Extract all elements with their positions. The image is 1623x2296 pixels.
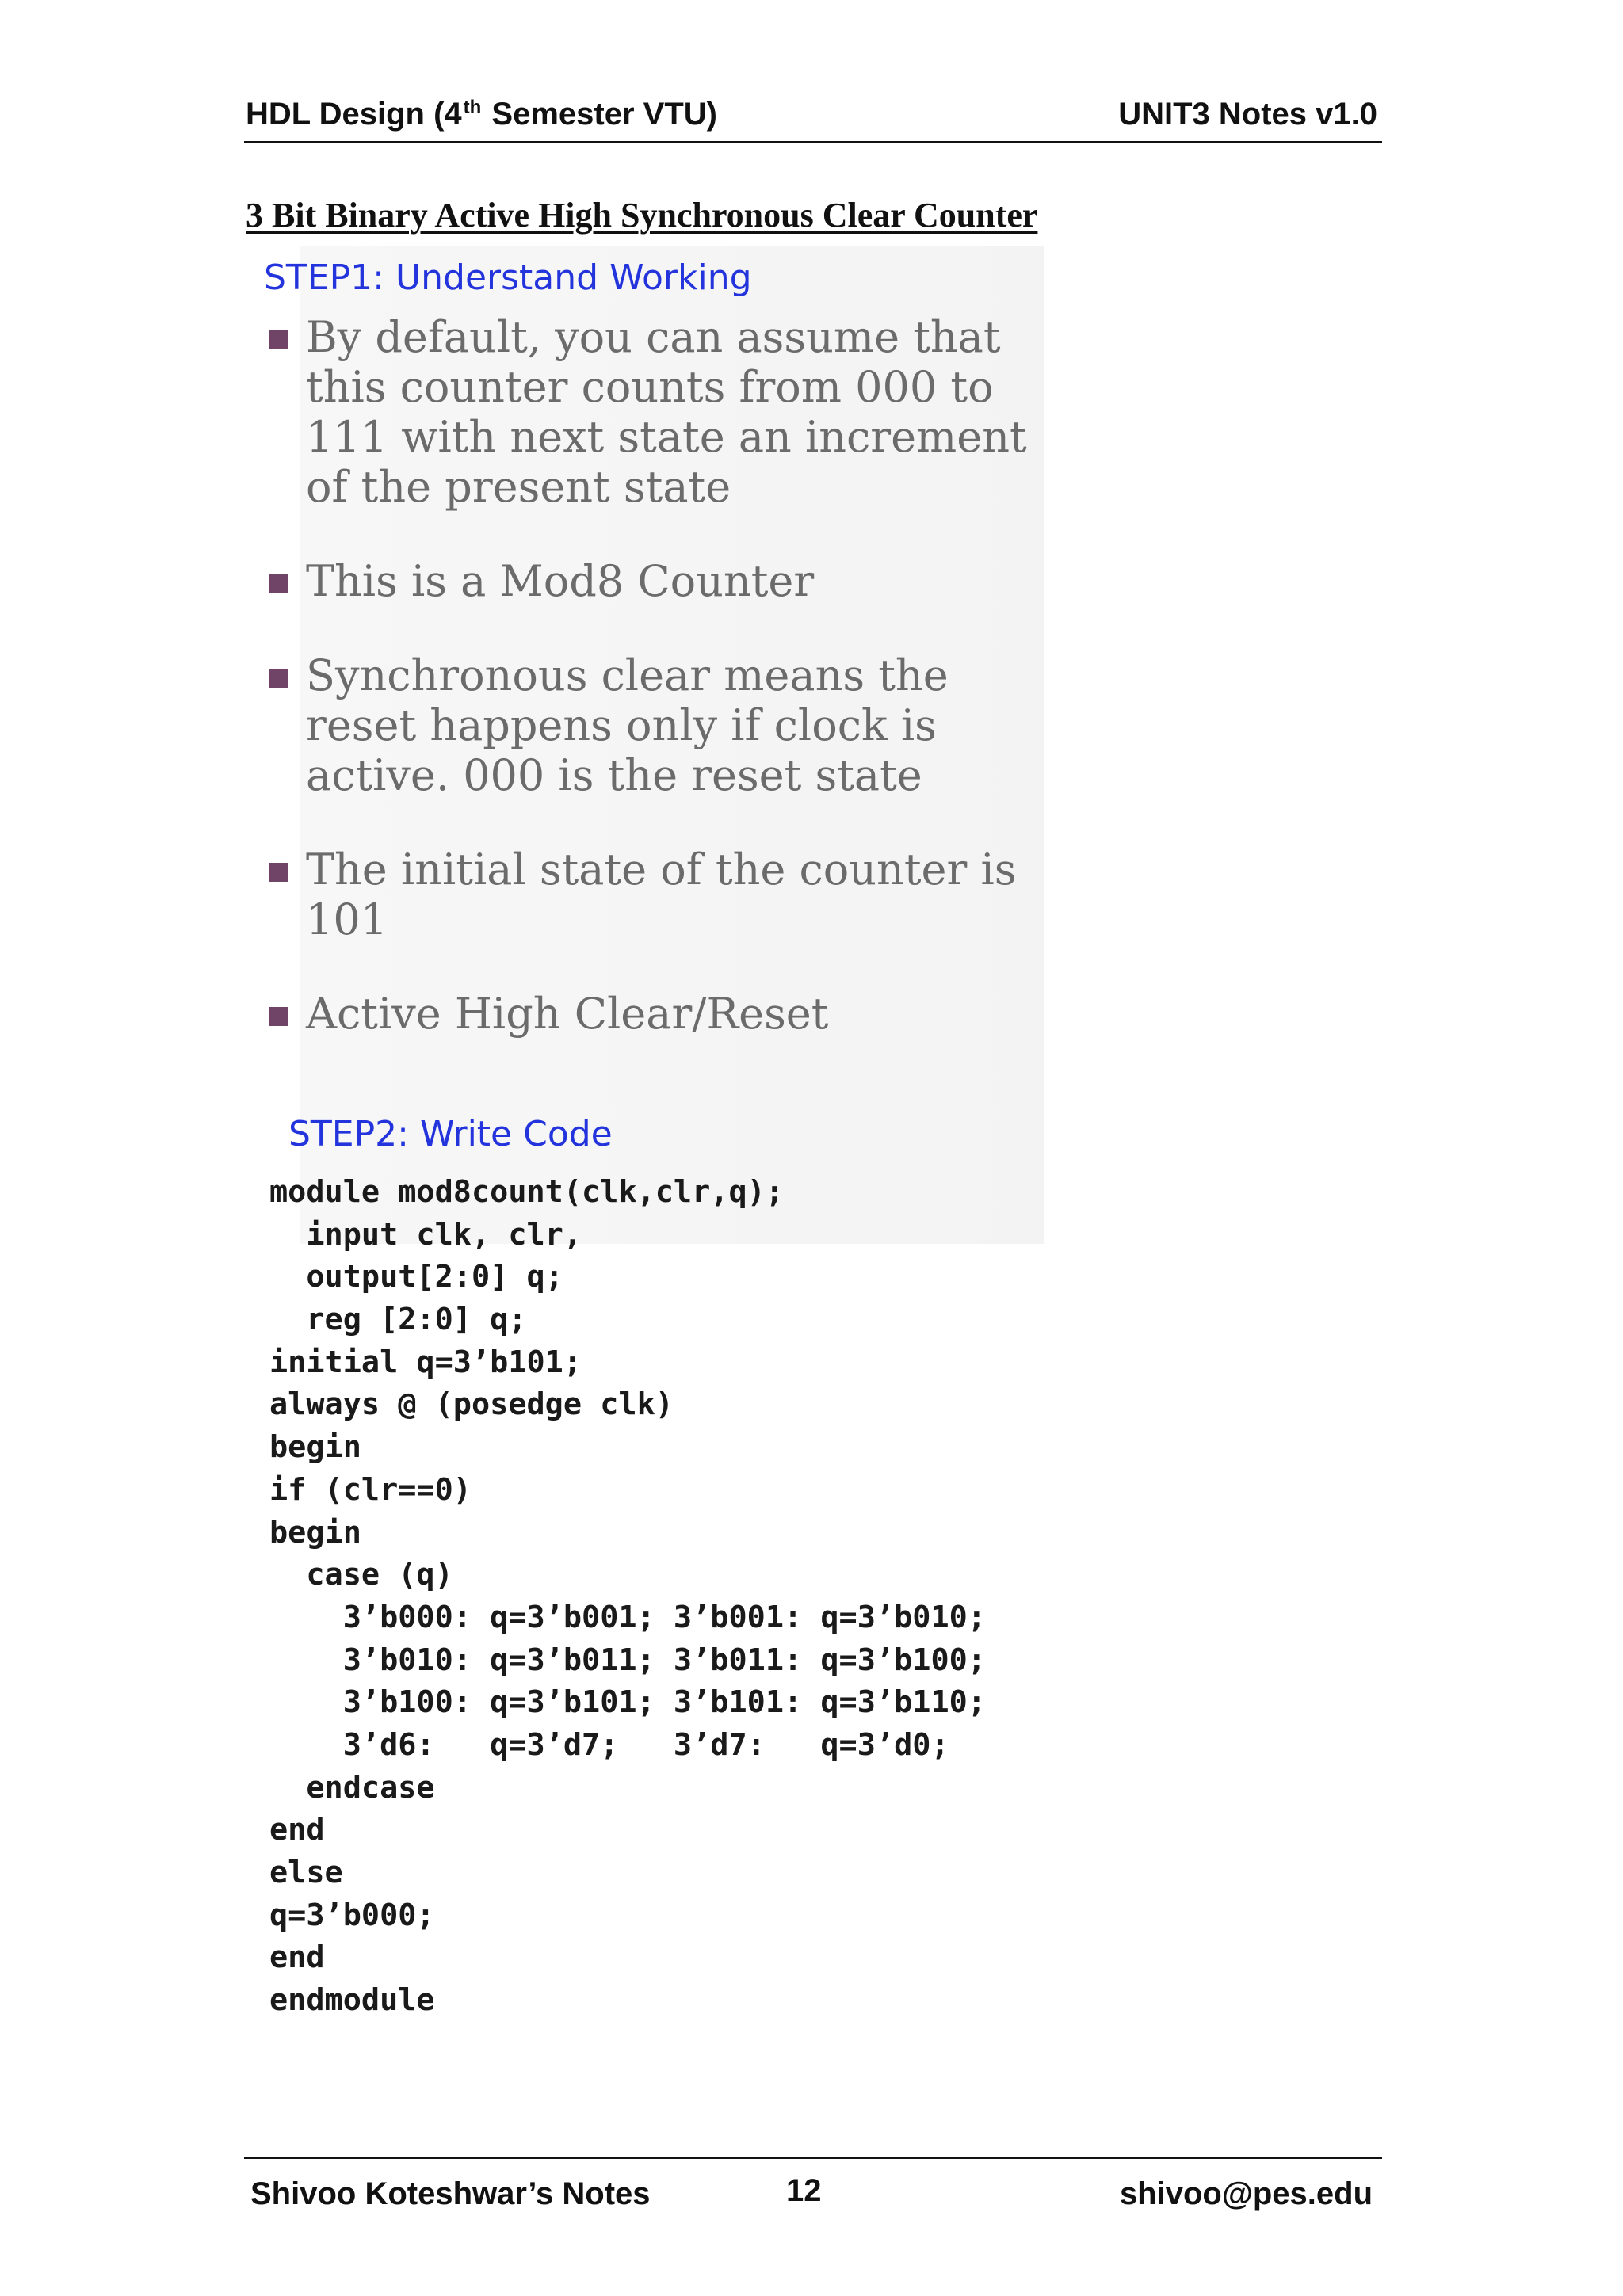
document-title: 3 Bit Binary Active High Synchronous Clear Counter bbox=[246, 196, 1038, 235]
code-line: q=3’b000; bbox=[269, 1897, 435, 1933]
bullet-line: The initial state of the counter is bbox=[306, 845, 1017, 894]
bullet-list bbox=[266, 312, 1059, 1083]
bullet-item bbox=[266, 556, 1059, 606]
code-line: begin bbox=[269, 1429, 361, 1466]
page-footer bbox=[244, 2157, 1382, 2214]
page-header bbox=[244, 93, 1382, 143]
code-line: reg [2:0] q; bbox=[269, 1302, 527, 1338]
code-line: module mod8count(clk,clr,q); bbox=[269, 1174, 785, 1210]
bullet-line: reset happens only if clock is bbox=[306, 700, 937, 750]
bullet-line: Active High Clear/Reset bbox=[306, 989, 829, 1039]
code-line: end bbox=[269, 1812, 325, 1848]
code-line: if (clr==0) bbox=[269, 1471, 472, 1508]
footer-email: shivoo@pes.edu bbox=[1119, 2176, 1373, 2211]
code-line: endcase bbox=[269, 1769, 435, 1806]
bullet-line: By default, you can assume that bbox=[306, 312, 1001, 362]
bullet-item bbox=[266, 845, 1059, 944]
code-line: 3’b000: q=3’b001; 3’b001: q=3’b010; bbox=[269, 1599, 986, 1635]
code-line: else bbox=[269, 1855, 343, 1890]
bullet-square-icon bbox=[269, 574, 288, 593]
page-number: 12 bbox=[786, 2173, 822, 2208]
header-title-superscript: th bbox=[463, 97, 482, 118]
step2-heading: STEP2: Write Code bbox=[288, 1114, 613, 1154]
code-block bbox=[269, 1171, 986, 2022]
bullet-square-icon bbox=[269, 1007, 288, 1026]
bullet-item bbox=[266, 650, 1059, 800]
code-line: endmodule bbox=[269, 1982, 435, 2019]
code-line: input clk, clr, bbox=[269, 1216, 582, 1253]
code-line: begin bbox=[269, 1514, 361, 1550]
bullet-line: this counter counts from 000 to bbox=[306, 362, 994, 412]
bullet-square-icon bbox=[269, 330, 288, 349]
header-title-text: HDL Design (4 bbox=[246, 97, 462, 132]
bullet-line: of the present state bbox=[306, 462, 731, 512]
code-line: 3’b100: q=3’b101; 3’b101: q=3’b110; bbox=[269, 1684, 986, 1721]
step1-heading: STEP1: Understand Working bbox=[264, 257, 752, 298]
code-line: end bbox=[269, 1939, 325, 1976]
bullet-square-icon bbox=[269, 863, 288, 882]
bullet-line: 111 with next state an increment bbox=[306, 412, 1027, 462]
header-unit: UNIT3 Notes v1.0 bbox=[1118, 97, 1377, 132]
bullet-item bbox=[266, 989, 1059, 1039]
bullet-line: This is a Mod8 Counter bbox=[306, 556, 815, 606]
bullet-line: Synchronous clear means the bbox=[306, 650, 949, 700]
code-line: output[2:0] q; bbox=[269, 1259, 563, 1295]
footer-author: Shivoo Koteshwar’s Notes bbox=[250, 2176, 651, 2211]
code-line: 3’d6: q=3’d7; 3’d7: q=3’d0; bbox=[269, 1726, 949, 1763]
header-title bbox=[246, 97, 717, 132]
bullet-line: 101 bbox=[306, 894, 388, 944]
header-title-text-end: Semester VTU) bbox=[483, 97, 717, 132]
bullet-line: active. 000 is the reset state bbox=[306, 750, 922, 800]
bullet-item bbox=[266, 312, 1059, 512]
code-line: always @ (posedge clk) bbox=[269, 1386, 674, 1423]
bullet-square-icon bbox=[269, 669, 288, 688]
code-line: case (q) bbox=[269, 1557, 453, 1593]
code-line: initial q=3’b101; bbox=[269, 1344, 582, 1380]
code-line: 3’b010: q=3’b011; 3’b011: q=3’b100; bbox=[269, 1642, 986, 1678]
